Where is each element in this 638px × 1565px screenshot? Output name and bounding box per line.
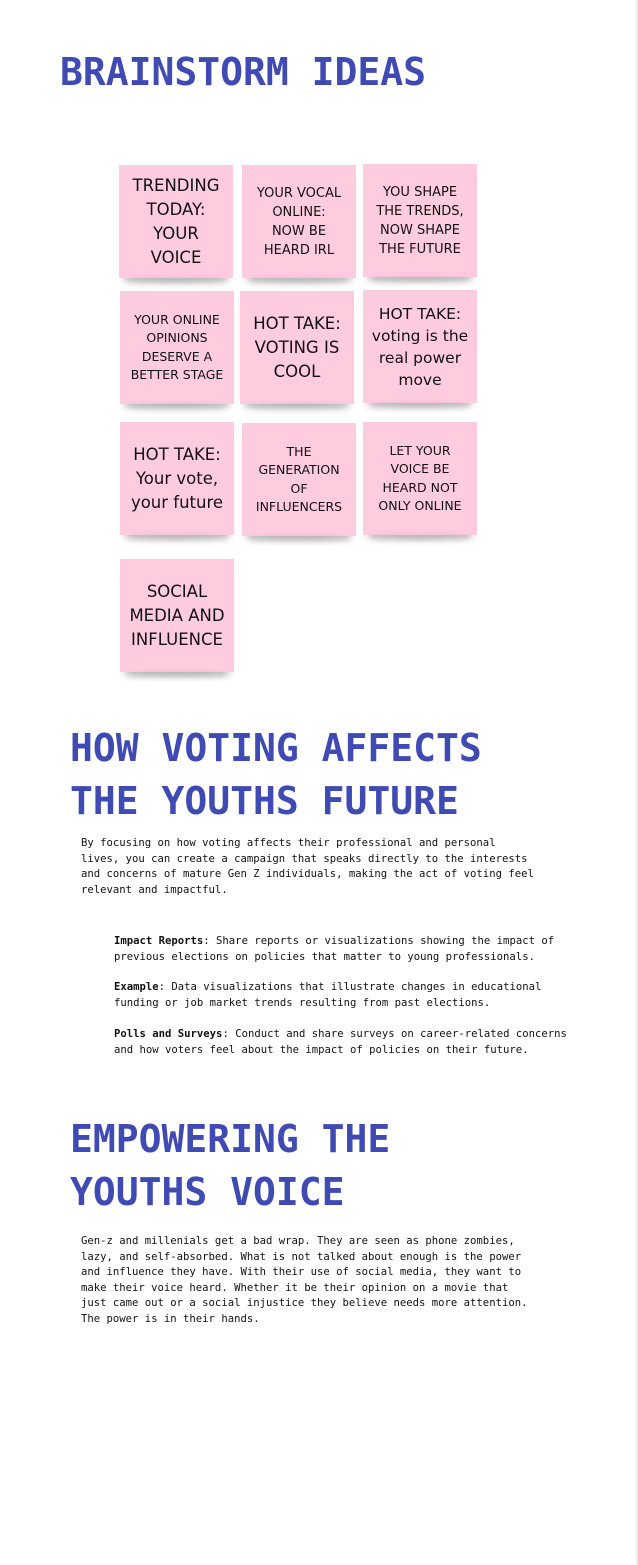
sticky-note[interactable] xyxy=(242,165,356,278)
sticky-note[interactable] xyxy=(240,291,354,404)
sticky-note-text: TRENDING TODAY: YOUR VOICE xyxy=(132,175,220,267)
empower-heading-line1: EMPOWERING THE xyxy=(70,1117,391,1161)
impact-reports-item xyxy=(114,934,614,965)
item-text: : Data visualizations that illustrate changes in educational funding or job market trends resulting from past elections. xyxy=(114,981,542,1009)
sticky-note-text: HOT TAKE: voting is the real power move xyxy=(371,304,469,389)
sticky-note-text: THE GENERATION OF INFLUENCERS xyxy=(255,443,343,514)
brainstorm-heading: BRAINSTORM IDEAS xyxy=(60,50,427,94)
sticky-note-text: SOCIAL MEDIA AND INFLUENCE xyxy=(129,581,225,649)
voting-heading-line1: HOW VOTING AFFECTS xyxy=(70,726,482,770)
voting-heading-line2: THE YOUTHS FUTURE xyxy=(70,779,459,823)
empower-heading xyxy=(70,1113,390,1219)
sticky-note[interactable] xyxy=(363,164,477,277)
sticky-note-text: HOT TAKE: VOTING IS COOL xyxy=(253,313,341,381)
polls-surveys-item xyxy=(114,1027,614,1058)
sticky-note-text: HOT TAKE: Your vote, your future xyxy=(130,444,224,512)
empower-heading-line2: YOUTHS VOICE xyxy=(70,1170,345,1214)
sticky-note[interactable] xyxy=(120,291,234,404)
sticky-note[interactable] xyxy=(120,559,234,672)
item-text: : Share reports or visualizations showing the impact of previous elections on policies that matter to young professionals. xyxy=(114,935,555,963)
sticky-note[interactable] xyxy=(363,422,477,535)
sticky-note[interactable] xyxy=(242,423,356,536)
sticky-note-text: YOUR VOCAL ONLINE: NOW BE HEARD IRL xyxy=(256,185,342,258)
sticky-note[interactable] xyxy=(120,422,234,535)
item-label: Polls and Surveys xyxy=(114,1028,223,1040)
item-label: Example xyxy=(114,981,159,993)
item-label: Impact Reports xyxy=(114,935,204,947)
sticky-note-text: YOU SHAPE THE TRENDS, NOW SHAPE THE FUTURE xyxy=(376,184,464,257)
voting-intro-paragraph: By focusing on how voting affects their professional and personal lives, you can create a campaign that speaks directly to the interests and concerns of mature Gen Z individuals, making the act of voting feel relevant and impactful. xyxy=(81,837,534,896)
example-item xyxy=(114,980,614,1011)
item-text: : Conduct and share surveys on career-related concerns and how voters feel about the impact of policies on their future. xyxy=(114,1028,567,1056)
sticky-note[interactable] xyxy=(363,290,477,403)
voting-heading xyxy=(70,722,482,828)
sticky-note[interactable] xyxy=(119,165,233,278)
empower-body-paragraph: Gen-z and millenials get a bad wrap. They are seen as phone zombies, lazy, and self-absorbed. What is not talked about enough is the power and influence they have. With their use of social media, they want to make their voice heard. Whether it be their opinion on a movie that just came out or a social injustice they believe needs more attention. The power is in their hands. xyxy=(81,1235,528,1325)
sticky-note-text: YOUR ONLINE OPINIONS DESERVE A BETTER STAGE xyxy=(130,311,224,382)
sticky-note-text: LET YOUR VOICE BE HEARD NOT ONLY ONLINE xyxy=(378,442,462,513)
